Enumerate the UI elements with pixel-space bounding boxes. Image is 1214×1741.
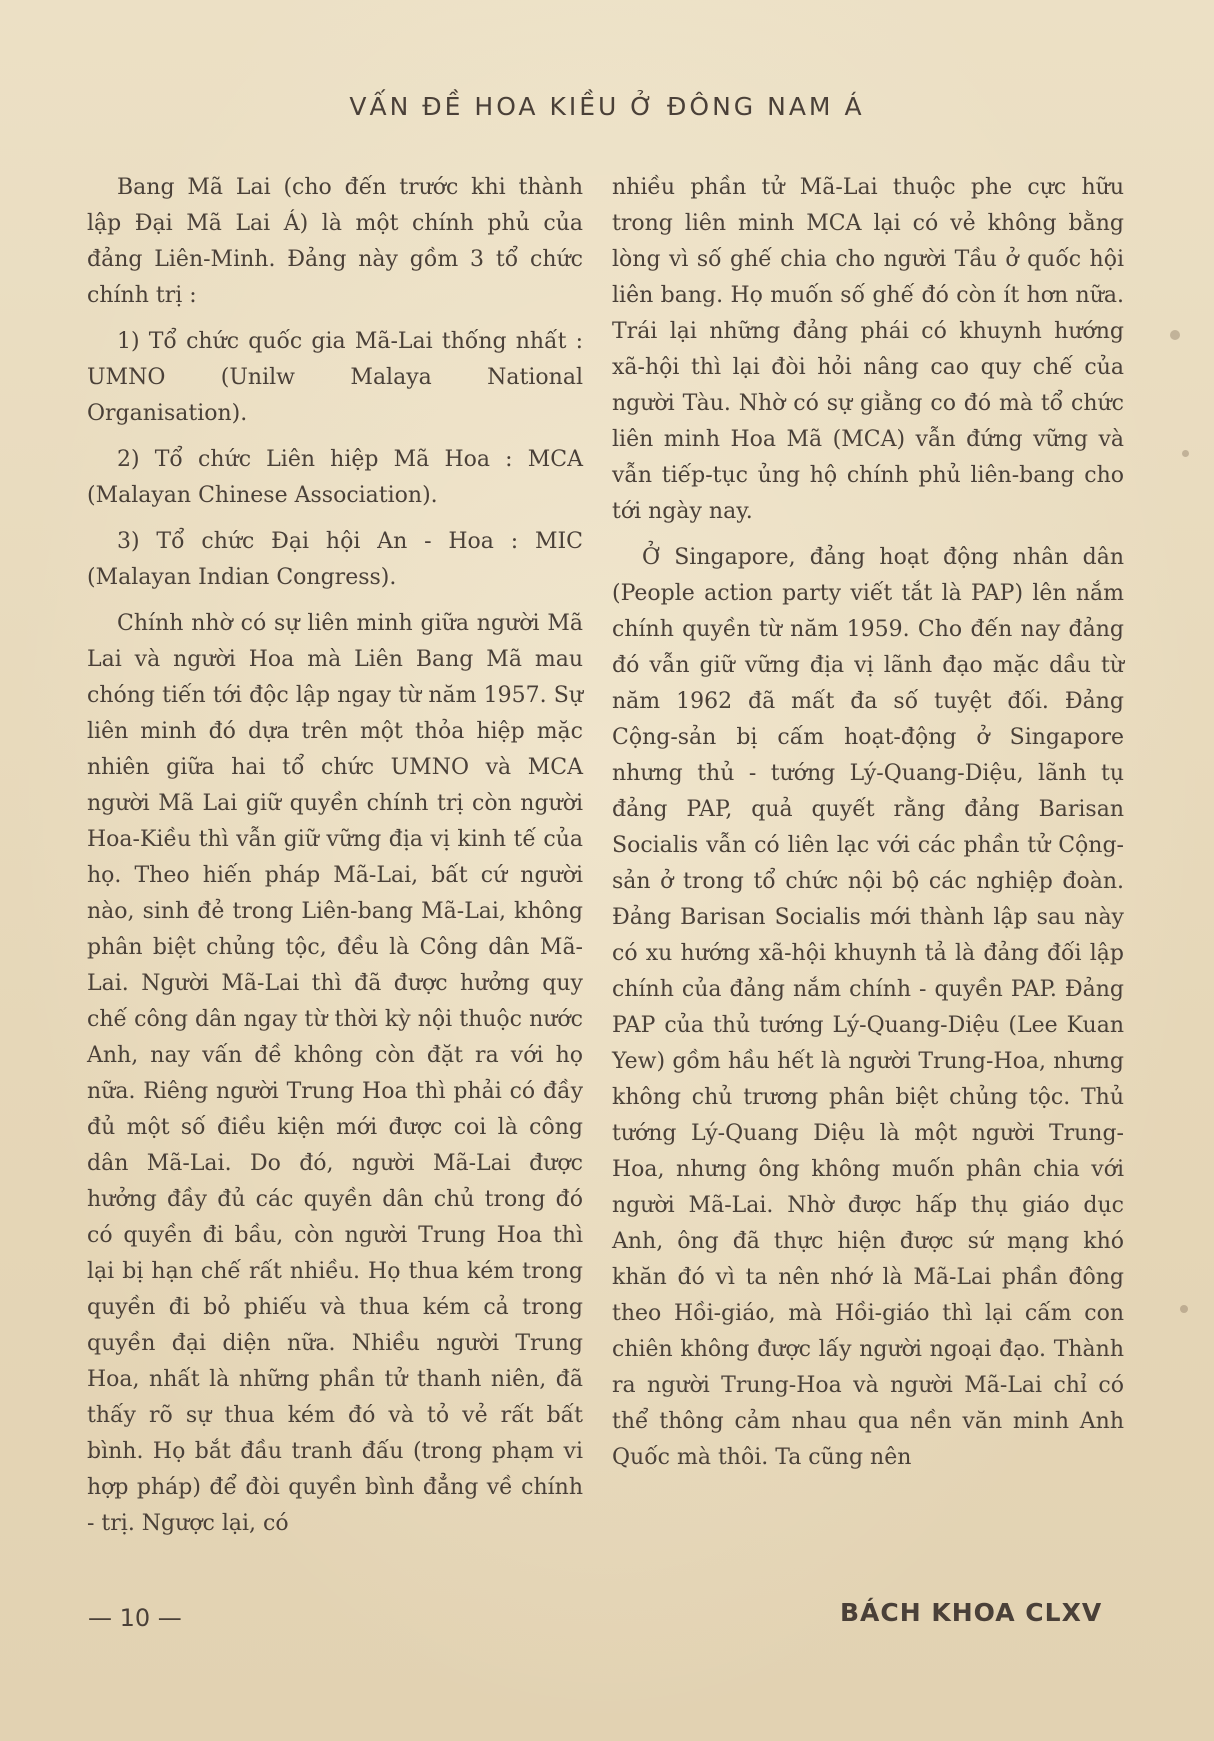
list-item-mic: 3) Tổ chức Đại hội An - Hoa : MIC (Malayan Indian Congress). [87,529,583,590]
paragraph: Ở Singapore, đảng hoạt động nhân dân (People action party viết tắt là PAP) lên nắm chính quyền từ năm 1959. Cho đến nay đảng đó vẫn giữ vững địa vị lãnh đạo mặc dầu từ năm 1962 đã mất đa số tuyệt đối. Đảng Cộng-sản bị cấm hoạt-động ở Singapore nhưng thủ - tướng Lý-Quang-Diệu, lãnh tụ đảng PAP, quả quyết rằng đảng Barisan Socialis vẫn có liên lạc với các phần tử Cộng-sản ở trong tổ chức nội bộ các nghiệp đoàn. Đảng Barisan Socialis mới thành lập sau này có xu hướng xã-hội khuynh tả là đảng đối lập chính của đảng nắm chính - quyền PAP. Đảng PAP của thủ tướng Lý-Quang-Diệu (Lee Kuan Yew) gồm hầu hết là người Trung-Hoa, nhưng không chủ trương phân biệt chủng tộc. Thủ tướng Lý-Quang Diệu là một người Trung-Hoa, nhưng ông không muốn phân chia với người Mã-Lai. Nhờ được hấp thụ giáo dục Anh, ông đã thực hiện được sứ mạng khó khăn đó vì ta nên nhớ là Mã-Lai phần đông theo Hồi-giáo, mà Hồi-giáo thì lại cấm con chiên không được lấy người ngoại đạo. Thành ra người Trung-Hoa và người Mã-Lai chỉ có thể thông cảm nhau qua nền văn minh Anh Quốc mà thôi. Ta cũng nên [612,545,1124,1470]
list-item-mca: 2) Tổ chức Liên hiệp Mã Hoa : MCA (Malayan Chinese Association). [87,447,583,508]
list-item-umno: 1) Tổ chức quốc gia Mã-Lai thống nhất : UMNO (Unilw Malaya National Organisation). [87,329,583,426]
left-column [87,170,583,1552]
page-number: — 10 — [88,1604,182,1632]
running-title: VẤN ĐỀ HOA KIỀU Ở ĐÔNG NAM Á [349,92,865,121]
right-column [612,170,1124,1486]
paragraph: Bang Mã Lai (cho đến trước khi thành lập Đại Mã Lai Á) là một chính phủ của đảng Liên-Minh. Đảng này gồm 3 tổ chức chính trị : [87,175,583,308]
paper-speck [1180,1305,1188,1313]
journal-title: BÁCH KHOA CLXV [840,1598,1103,1627]
paragraph: Chính nhờ có sự liên minh giữa người Mã Lai và người Hoa mà Liên Bang Mã mau chóng tiến tới độc lập ngay từ năm 1957. Sự liên minh đó dựa trên một thỏa hiệp mặc nhiên giữa hai tổ chức UMNO và MCA người Mã Lai giữ quyền chính trị còn người Hoa-Kiều thì vẫn giữ vững địa vị kinh tế của họ. Theo hiến pháp Mã-Lai, bất cứ người nào, sinh đẻ trong Liên-bang Mã-Lai, không phân biệt chủng tộc, đều là Công dân Mã-Lai. Người Mã-Lai thì đã được hưởng quy chế công dân ngay từ thời kỳ nội thuộc nước Anh, nay vấn đề không còn đặt ra với họ nữa. Riêng người Trung Hoa thì phải có đầy đủ một số điều kiện mới được coi là công dân Mã-Lai. Do đó, người Mã-Lai được hưởng đầy đủ các quyền dân chủ trong đó có quyền đi bầu, còn người Trung Hoa thì lại bị hạn chế rất nhiều. Họ thua kém trong quyền đi bỏ phiếu và thua kém cả trong quyền đại diện nữa. Nhiều người Trung Hoa, nhất là những phần tử thanh niên, đã thấy rõ sự thua kém đó và tỏ vẻ rất bất bình. Họ bắt đầu tranh đấu (trong phạm vi hợp pháp) để đòi quyền bình đẳng về chính - trị. Ngược lại, có [87,611,583,1536]
paper-speck [1170,330,1180,340]
paper-speck [1182,450,1189,457]
paragraph: nhiều phần tử Mã-Lai thuộc phe cực hữu trong liên minh MCA lại có vẻ không bằng lòng vì số ghế chia cho người Tầu ở quốc hội liên bang. Họ muốn số ghế đó còn ít hơn nữa. Trái lại những đảng phái có khuynh hướng xã-hội thì lại đòi hỏi nâng cao quy chế của người Tàu. Nhờ có sự giằng co đó mà tổ chức liên minh Hoa Mã (MCA) vẫn đứng vững và vẫn tiếp-tục ủng hộ chính phủ liên-bang cho tới ngày nay. [612,175,1124,524]
